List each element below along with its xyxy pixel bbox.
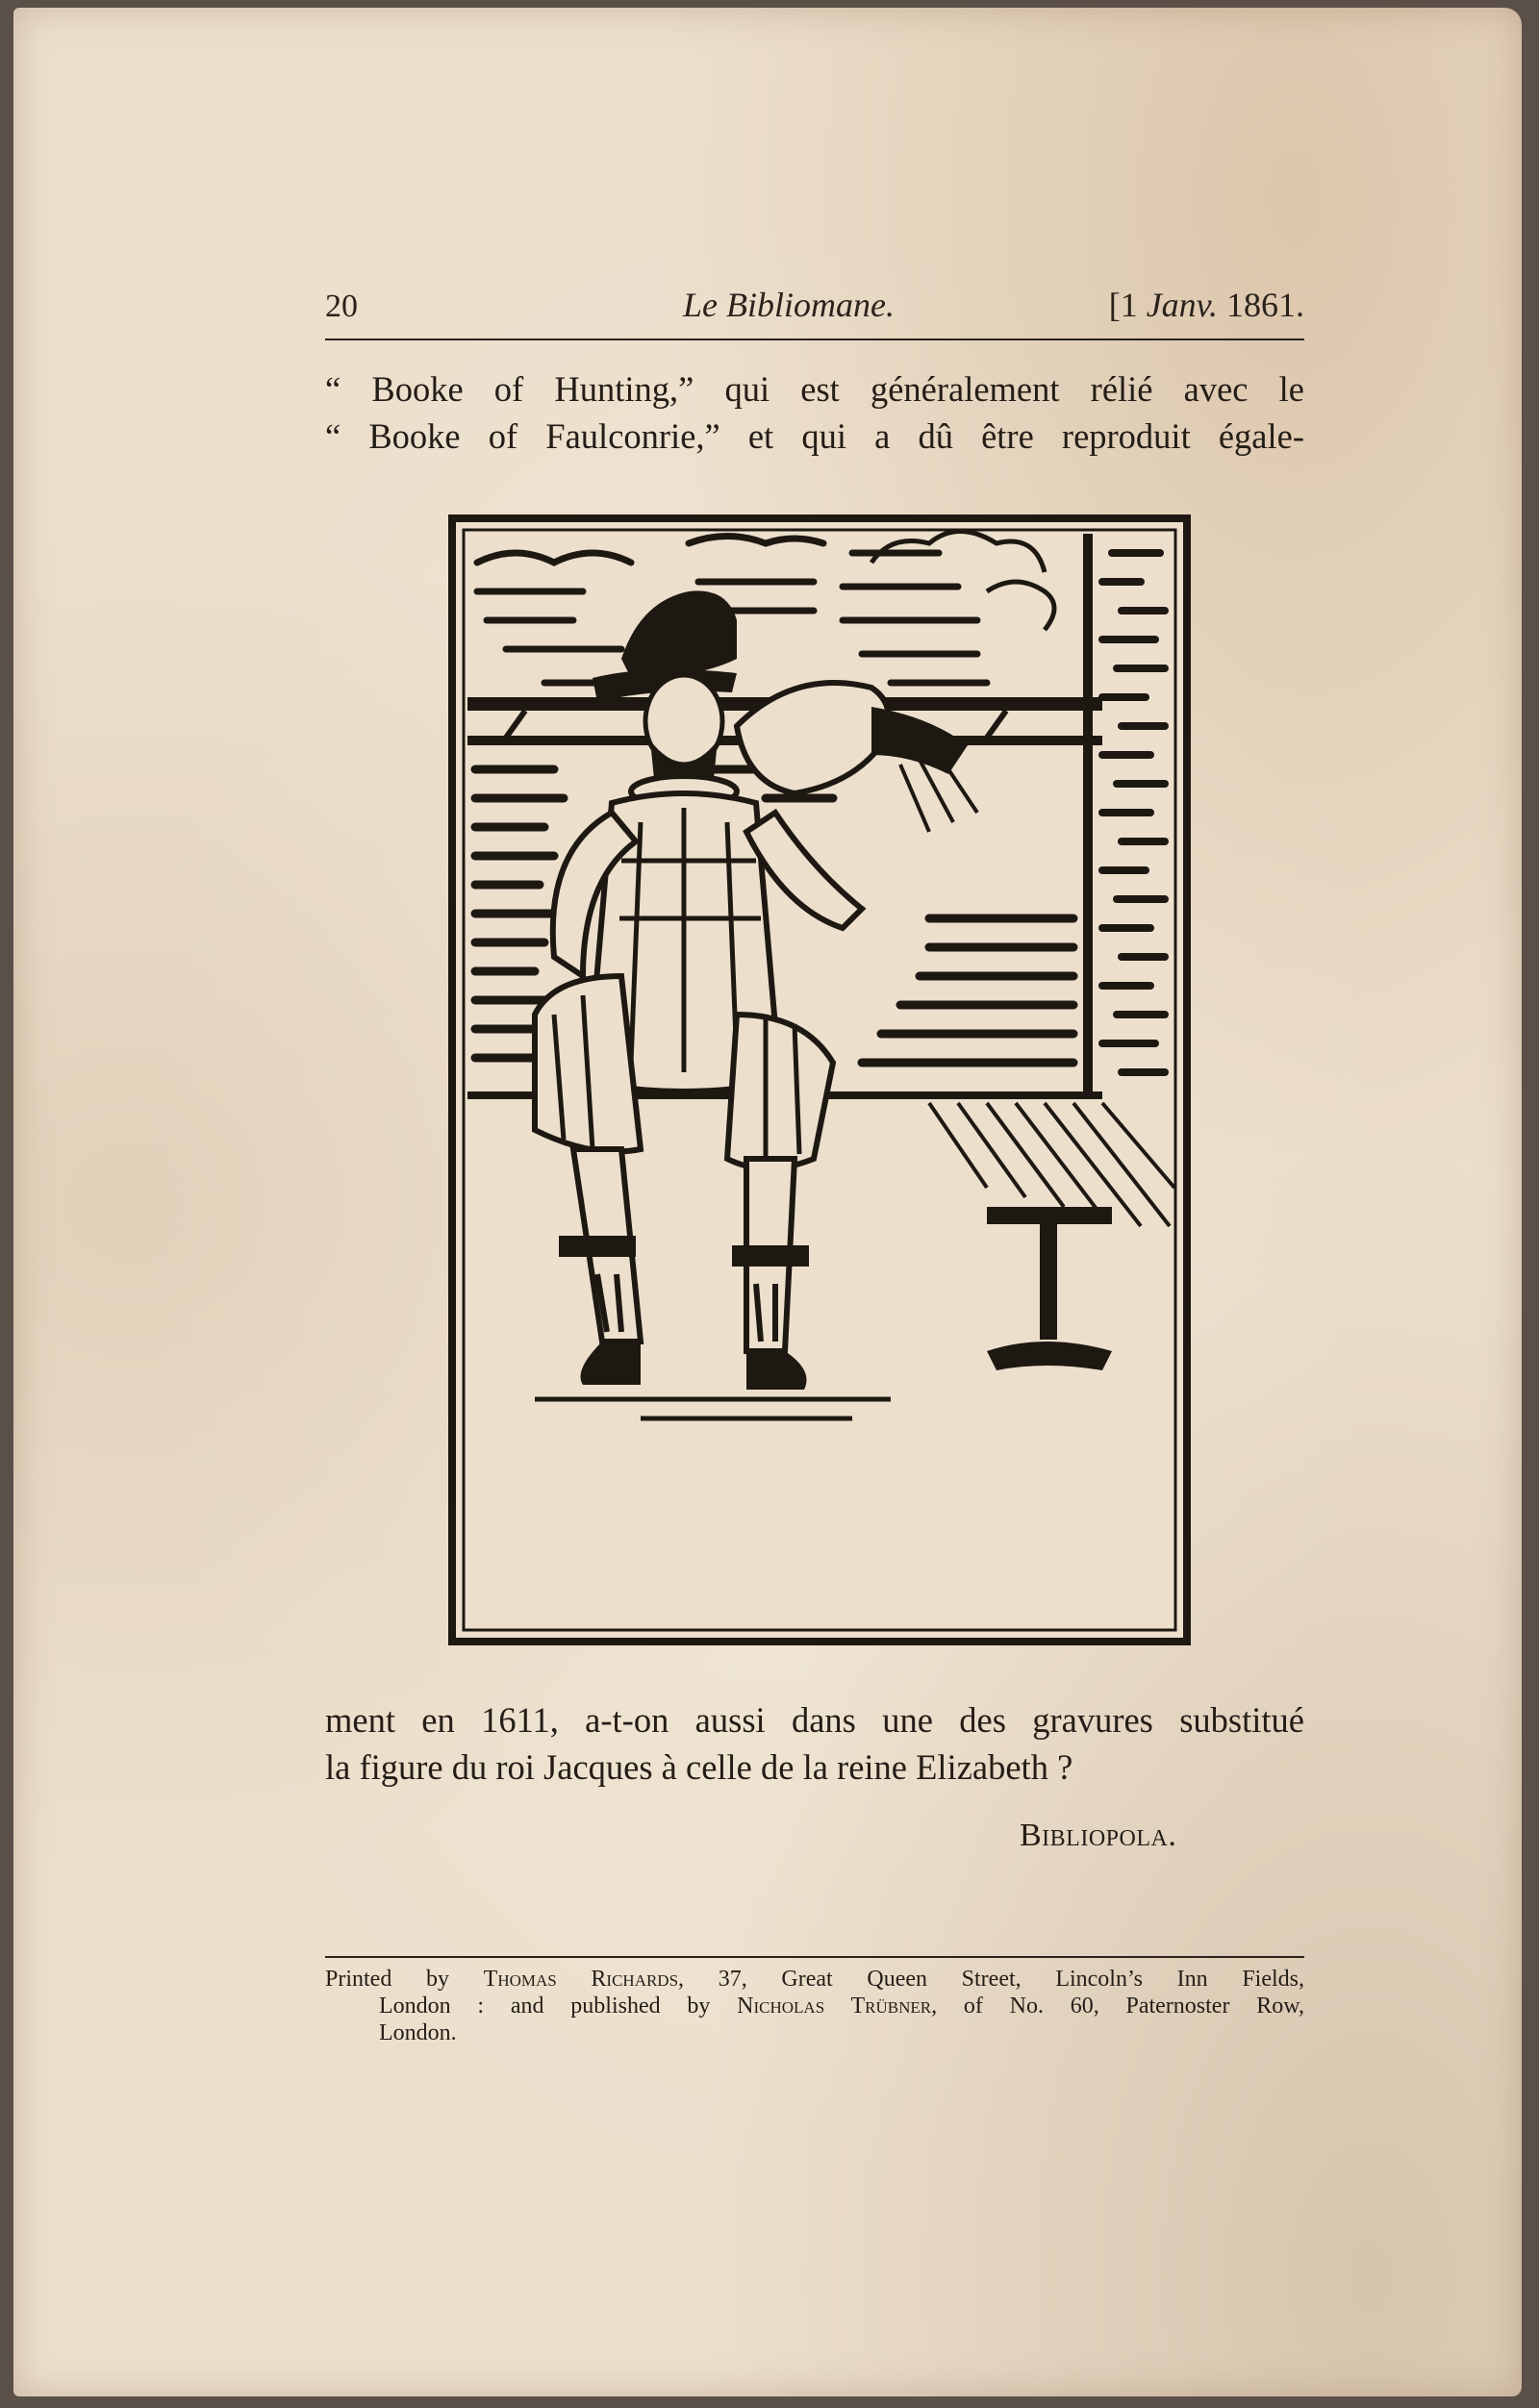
running-header — [325, 281, 1304, 339]
date-year: 1861. — [1218, 286, 1304, 324]
imprint-line-1 — [325, 1966, 1304, 1993]
header-rule — [325, 339, 1304, 340]
body-line-2: “ Booke of Faulconrie,” et qui a dû être reproduit égale- — [325, 416, 1304, 456]
imprint-line-2 — [325, 1993, 1304, 2019]
imprint-line-3: London. — [379, 2020, 457, 2045]
printer-imprint — [325, 1966, 1304, 2046]
imprint-published-by: London : and published by — [379, 1994, 738, 2019]
body-line-4: la figure du roi Jacques à celle de la reine Elizabeth ? — [325, 1747, 1073, 1787]
date-prefix: [1 — [1108, 286, 1147, 324]
imprint-printer: Thomas Richards — [483, 1967, 679, 1992]
date-month: Janv. — [1146, 286, 1218, 324]
journal-title: Le Bibliomane. — [683, 286, 895, 324]
body-line-1: “ Booke of Hunting,” qui est généralement rélié avec le — [325, 369, 1304, 409]
page-number: 20 — [325, 288, 358, 324]
body-line-3: ment en 1611, a-t-on aussi dans une des gravures substitué — [325, 1700, 1304, 1740]
woodcut-illustration — [448, 514, 1191, 1645]
imprint-rule — [325, 1956, 1304, 1958]
imprint-publisher: Nicholas Trübner — [737, 1994, 932, 2019]
imprint-printed-by: Printed by — [325, 1967, 484, 1992]
author-signature: Bibliopola. — [1020, 1818, 1177, 1853]
issue-date — [1109, 285, 1304, 325]
imprint-publisher-address: , of No. 60, Paternoster Row, — [931, 1994, 1304, 2019]
imprint-printer-address: , 37, Great Queen Street, Lincoln’s Inn Fields, — [678, 1967, 1304, 1992]
